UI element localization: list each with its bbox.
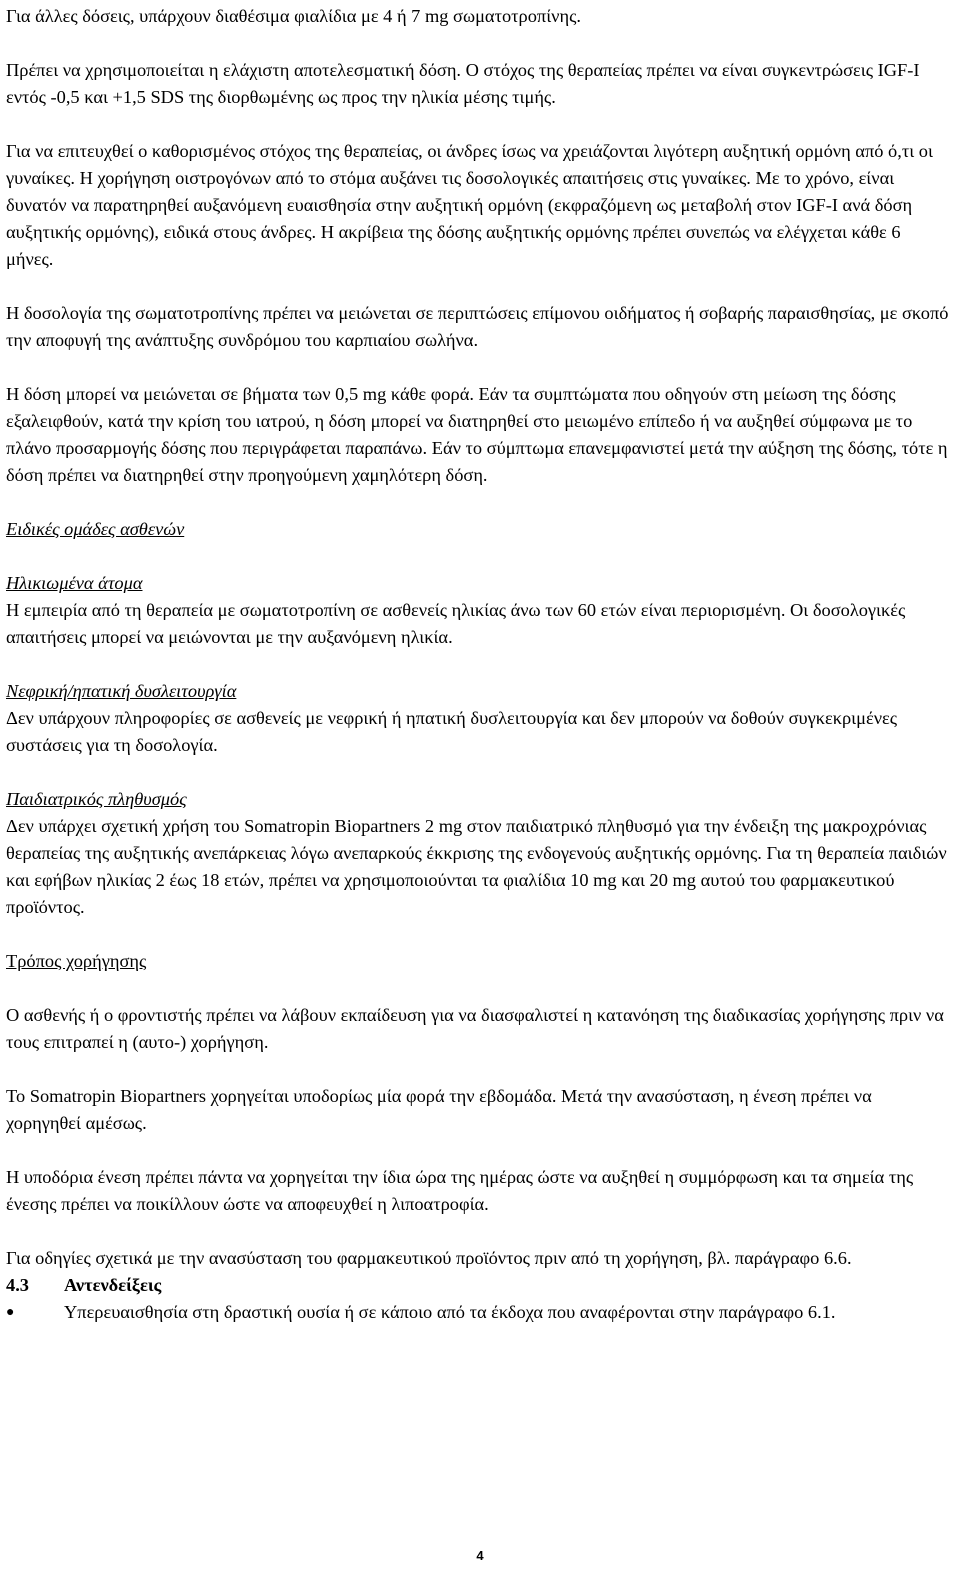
elderly-text: Η εμπειρία από τη θεραπεία με σωματοτροπίνη σε ασθενείς ηλικίας άνω των 60 ετών είναι περιορισμένη. Οι δοσολογικές απαιτήσεις μπορεί να μειώνονται με την αυξανόμενη ηλικία. [6,600,906,647]
bullet-dot-icon: ● [6,1305,15,1320]
paediatric-text: Δεν υπάρχει σχετική χρήση του Somatropin Biopartners 2 mg στον παιδιατρικό πληθυσμό για την ένδειξη της μακροχρόνιας θεραπείας της αυξητικής ανεπάρκειας λόγω ανεπαρκούς έκκρισης της ενδογενούς αυξητικής ορμόνης. Για τη θεραπεία παιδιών και εφήβων ηλικίας 2 έως 18 ετών, πρέπει να χρησιμοποιούνται τα φιαλίδια 10 mg και 20 mg αυτού του φαρμακευτικού προϊόντος. [6,816,947,917]
paragraph-vial-options: Για άλλες δόσεις, υπάρχουν διαθέσιμα φιαλίδια με 4 ή 7 mg σωματοτροπίνης. [6,6,581,26]
document-page [6,0,950,1326]
section-number: 4.3 [6,1275,29,1295]
administration-training: Ο ασθενής ή ο φροντιστής πρέπει να λάβουν εκπαίδευση για να διασφαλιστεί η κατανόηση της διαδικασίας χορήγησης πριν να τους επιτραπεί η (αυτο-) χορήγηση. [6,1005,944,1052]
paragraph-dose-steps: Η δόση μπορεί να μειώνεται σε βήματα των 0,5 mg κάθε φορά. Εάν τα συμπτώματα που οδηγούν στη μείωση της δόσης εξαλειφθούν, κατά την κρίση του ιατρού, η δόση μπορεί να διατηρηθεί στο μειωμένο επίπεδο ή να αυξηθεί σύμφωνα με το πλάνο προσαρμογής δόσης που περιγράφεται παραπάνω. Εάν το σύμπτωμα επανεμφανιστεί μετά την αύξηση της δόσης, τότε η δόση πρέπει να διατηρηθεί στην προηγούμενη χαμηλότερη δόση. [6,384,948,485]
administration-heading [6,948,950,975]
administration-injection-sites: Η υποδόρια ένεση πρέπει πάντα να χορηγείται την ίδια ώρα της ημέρας ώστε να αυξηθεί η συμμόρφωση και τα σημεία της ένεσης πρέπει να ποικίλλουν ώστε να αποφευχθεί η λιποατροφία. [6,1167,914,1214]
special-groups-heading-text: Ειδικές ομάδες ασθενών [6,519,185,539]
special-groups-heading [6,516,950,543]
bullet-text: Υπερευαισθησία στη δραστική ουσία ή σε κάποιο από τα έκδοχα που αναφέρονται στην παράγραφο 6.1. [64,1302,836,1322]
elderly-heading [6,570,950,597]
paragraph-minimum-dose: Πρέπει να χρησιμοποιείται η ελάχιστη αποτελεσματική δόση. Ο στόχος της θεραπείας πρέπει να είναι συγκεντρώσεις IGF-I εντός -0,5 και +1,5 SDS της διορθωμένης ως προς την ηλικία μέσης τιμής. [6,60,920,107]
paragraph-dose-reduction: Η δοσολογία της σωματοτροπίνης πρέπει να μειώνεται σε περιπτώσεις επίμονου οιδήματος ή σοβαρής παραισθησίας, με σκοπό την αποφυγή της ανάπτυξης συνδρόμου του καρπιαίου σωλήνα. [6,303,949,350]
paragraph-sex-differences: Για να επιτευχθεί ο καθορισμένος στόχος της θεραπείας, οι άνδρες ίσως να χρειάζονται λιγότερη αυξητική ορμόνη από ό,τι οι γυναίκες. Η χορήγηση οιστρογόνων από το στόμα αυξάνει τις δοσολογικές απαιτήσεις στις γυναίκες. Με το χρόνο, είναι δυνατόν να παρατηρηθεί αυξανόμενη ευαισθησία στην αυξητική ορμόνη (εκφραζόμενη ως μεταβολή στον IGF-I ανά δόση αυξητικής ορμόνης), ειδικά στους άνδρες. Η ακρίβεια της δόσης αυξητικής ορμόνης πρέπει συνεπώς να ελέγχεται κάθε 6 μήνες. [6,141,933,269]
administration-reconstitution: Για οδηγίες σχετικά με την ανασύσταση του φαρμακευτικού προϊόντος πριν από τη χορήγηση, βλ. παράγραφο 6.6. [6,1248,852,1268]
bullet-item [6,1299,950,1326]
renal-text: Δεν υπάρχουν πληροφορίες σε ασθενείς με νεφρική ή ηπατική δυσλειτουργία και δεν μπορούν να δοθούν συγκεκριμένες συστάσεις για τη δοσολογία. [6,708,898,755]
elderly-heading-text: Ηλικιωμένα άτομα [6,573,143,593]
paediatric-heading-text: Παιδιατρικός πληθυσμός [6,789,187,809]
section-title: Αντενδείξεις [64,1275,162,1295]
renal-heading-text: Νεφρική/ηπατική δυσλειτουργία [6,681,237,701]
administration-heading-text: Τρόπος χορήγησης [6,951,147,971]
administration-weekly: Το Somatropin Biopartners χορηγείται υποδορίως μία φορά την εβδομάδα. Μετά την ανασύσταση, η ένεση πρέπει να χορηγηθεί αμέσως. [6,1086,872,1133]
renal-heading [6,678,950,705]
page-number: 4 [476,1548,484,1563]
section-heading-contraindications [6,1272,950,1299]
paediatric-heading [6,786,950,813]
